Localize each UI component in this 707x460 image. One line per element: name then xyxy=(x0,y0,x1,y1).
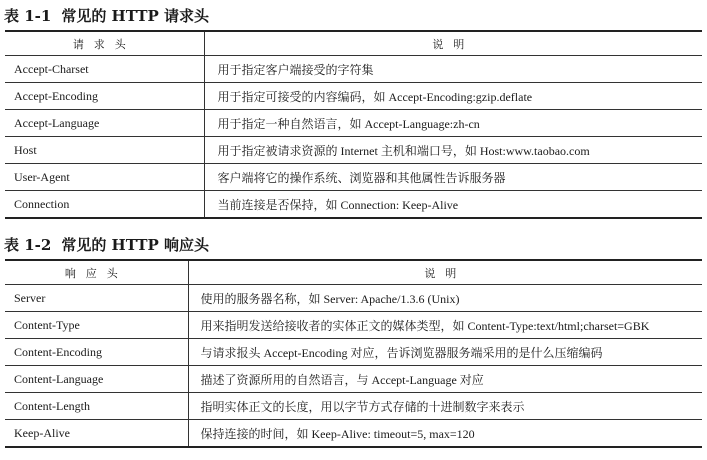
table-row xyxy=(5,191,702,219)
header-name-cell: Content-Type xyxy=(5,312,188,339)
header-name-cell: Host xyxy=(5,137,204,164)
description-cell: 保持连接的时间，如 Keep-Alive: timeout=5, max=120 xyxy=(188,420,702,448)
column-header: 说明 xyxy=(188,260,702,285)
column-header: 响应头 xyxy=(5,260,188,285)
description-cell: 用于指定客户端接受的字符集 xyxy=(204,56,702,83)
header-name-cell: Accept-Encoding xyxy=(5,83,204,110)
description-cell: 与请求报头 Accept-Encoding 对应，告诉浏览器服务端采用的是什么压缩编码 xyxy=(188,339,702,366)
header-name-cell: Content-Encoding xyxy=(5,339,188,366)
column-header: 说明 xyxy=(204,31,702,56)
column-header: 请求头 xyxy=(5,31,204,56)
header-name-cell: Content-Length xyxy=(5,393,188,420)
request-headers-table xyxy=(5,30,702,219)
table2-caption xyxy=(4,234,209,255)
header-name-cell: Connection xyxy=(5,191,204,219)
table-header-row xyxy=(5,31,702,56)
table-row xyxy=(5,312,702,339)
description-cell: 描述了资源所用的自然语言，与 Accept-Language 对应 xyxy=(188,366,702,393)
table-row xyxy=(5,83,702,110)
table-row xyxy=(5,339,702,366)
table2-number: 表 1-2 xyxy=(4,236,52,254)
header-name-cell: Keep-Alive xyxy=(5,420,188,448)
description-cell: 客户端将它的操作系统、浏览器和其他属性告诉服务器 xyxy=(204,164,702,191)
table-row xyxy=(5,393,702,420)
table-row xyxy=(5,110,702,137)
table2-title: 常见的 HTTP 响应头 xyxy=(61,236,210,254)
table-row xyxy=(5,420,702,448)
description-cell: 用于指定可接受的内容编码，如 Accept-Encoding:gzip.deflate xyxy=(204,83,702,110)
header-name-cell: Accept-Language xyxy=(5,110,204,137)
header-name-cell: Content-Language xyxy=(5,366,188,393)
description-cell: 使用的服务器名称，如 Server: Apache/1.3.6 (Unix) xyxy=(188,285,702,312)
description-cell: 用来指明发送给接收者的实体正文的媒体类型，如 Content-Type:text/html;charset=GBK xyxy=(188,312,702,339)
response-headers-table xyxy=(5,259,702,448)
table1-number: 表 1-1 xyxy=(4,7,52,25)
header-name-cell: Accept-Charset xyxy=(5,56,204,83)
description-cell: 用于指定被请求资源的 Internet 主机和端口号，如 Host:www.taobao.com xyxy=(204,137,702,164)
table-row xyxy=(5,285,702,312)
table-row xyxy=(5,366,702,393)
table1-title: 常见的 HTTP 请求头 xyxy=(61,7,210,25)
table-header-row xyxy=(5,260,702,285)
table-row xyxy=(5,137,702,164)
table-row xyxy=(5,164,702,191)
header-name-cell: User-Agent xyxy=(5,164,204,191)
table1-caption xyxy=(4,5,209,26)
description-cell: 当前连接是否保持，如 Connection: Keep-Alive xyxy=(204,191,702,219)
table-row xyxy=(5,56,702,83)
description-cell: 指明实体正文的长度，用以字节方式存储的十进制数字来表示 xyxy=(188,393,702,420)
header-name-cell: Server xyxy=(5,285,188,312)
description-cell: 用于指定一种自然语言，如 Accept-Language:zh-cn xyxy=(204,110,702,137)
